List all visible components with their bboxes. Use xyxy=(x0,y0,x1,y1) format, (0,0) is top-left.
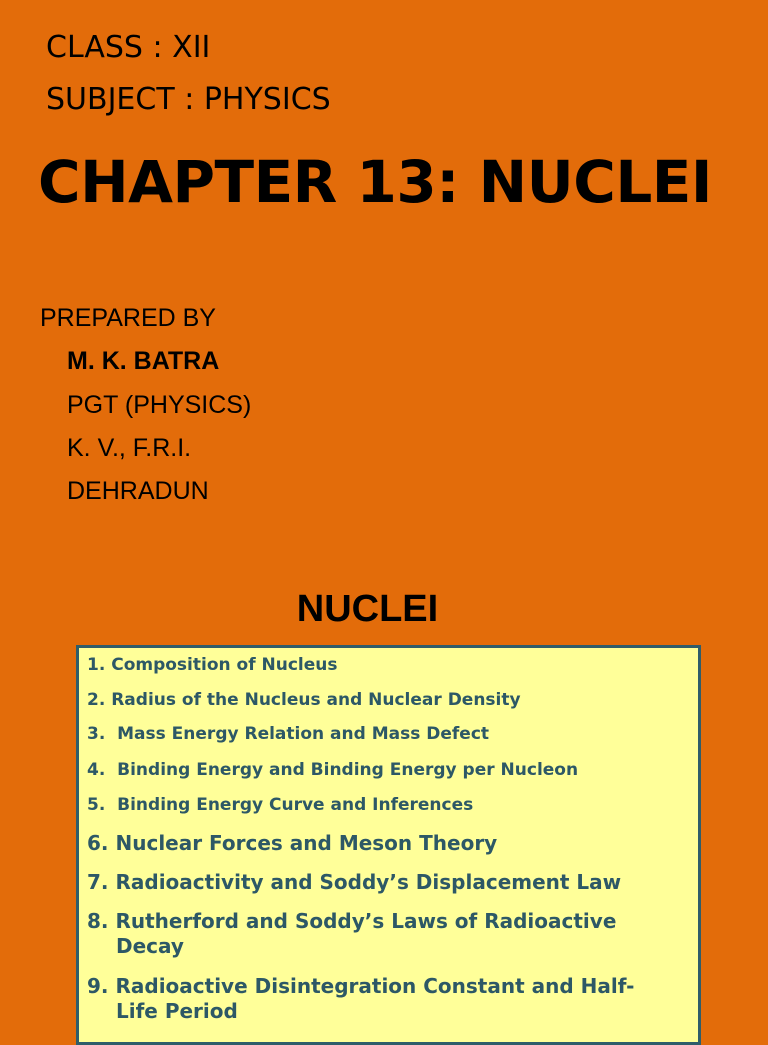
item-text: Radioactive Disintegration Constant and Half- xyxy=(115,974,635,998)
item-number: 9. xyxy=(87,974,109,998)
class-line: CLASS : XII xyxy=(46,30,211,65)
list-item xyxy=(87,724,687,744)
item-number: 7. xyxy=(87,870,109,894)
list-item xyxy=(87,870,687,894)
item-number: 2. xyxy=(87,690,106,710)
list-item xyxy=(87,831,687,855)
chapter-title: CHAPTER 13: NUCLEI xyxy=(38,148,713,216)
item-text: Radioactivity and Soddy’s Displacement Law xyxy=(115,870,622,894)
item-text: Composition of Nucleus xyxy=(111,655,338,675)
item-number: 3. xyxy=(87,724,106,744)
item-text-continued: Decay xyxy=(116,934,184,958)
list-item xyxy=(87,909,687,959)
item-text: Mass Energy Relation and Mass Defect xyxy=(117,724,490,744)
contents-heading: NUCLEI xyxy=(296,588,439,630)
author-city: DEHRADUN xyxy=(67,477,209,505)
prepared-by-label: PREPARED BY xyxy=(40,304,216,332)
subject-line: SUBJECT : PHYSICS xyxy=(46,82,331,117)
list-item xyxy=(87,974,687,1024)
item-text: Radius of the Nucleus and Nuclear Density xyxy=(111,690,521,710)
item-text: Binding Energy and Binding Energy per Nucleon xyxy=(117,760,579,780)
contents-box xyxy=(76,645,701,1045)
item-text: Binding Energy Curve and Inferences xyxy=(117,795,474,815)
author-name: M. K. BATRA xyxy=(67,347,220,375)
item-text: Rutherford and Soddy’s Laws of Radioactive xyxy=(115,909,617,933)
item-number: 6. xyxy=(87,831,109,855)
author-designation: PGT (PHYSICS) xyxy=(67,391,252,419)
item-text: Nuclear Forces and Meson Theory xyxy=(115,831,498,855)
item-number: 8. xyxy=(87,909,109,933)
list-item xyxy=(87,655,687,675)
list-item xyxy=(87,760,687,780)
item-number: 1. xyxy=(87,655,106,675)
author-school: K. V., F.R.I. xyxy=(67,434,192,462)
list-item xyxy=(87,690,687,710)
item-text-continued: Life Period xyxy=(116,999,238,1023)
list-item xyxy=(87,795,687,815)
item-number: 5. xyxy=(87,795,106,815)
item-number: 4. xyxy=(87,760,106,780)
